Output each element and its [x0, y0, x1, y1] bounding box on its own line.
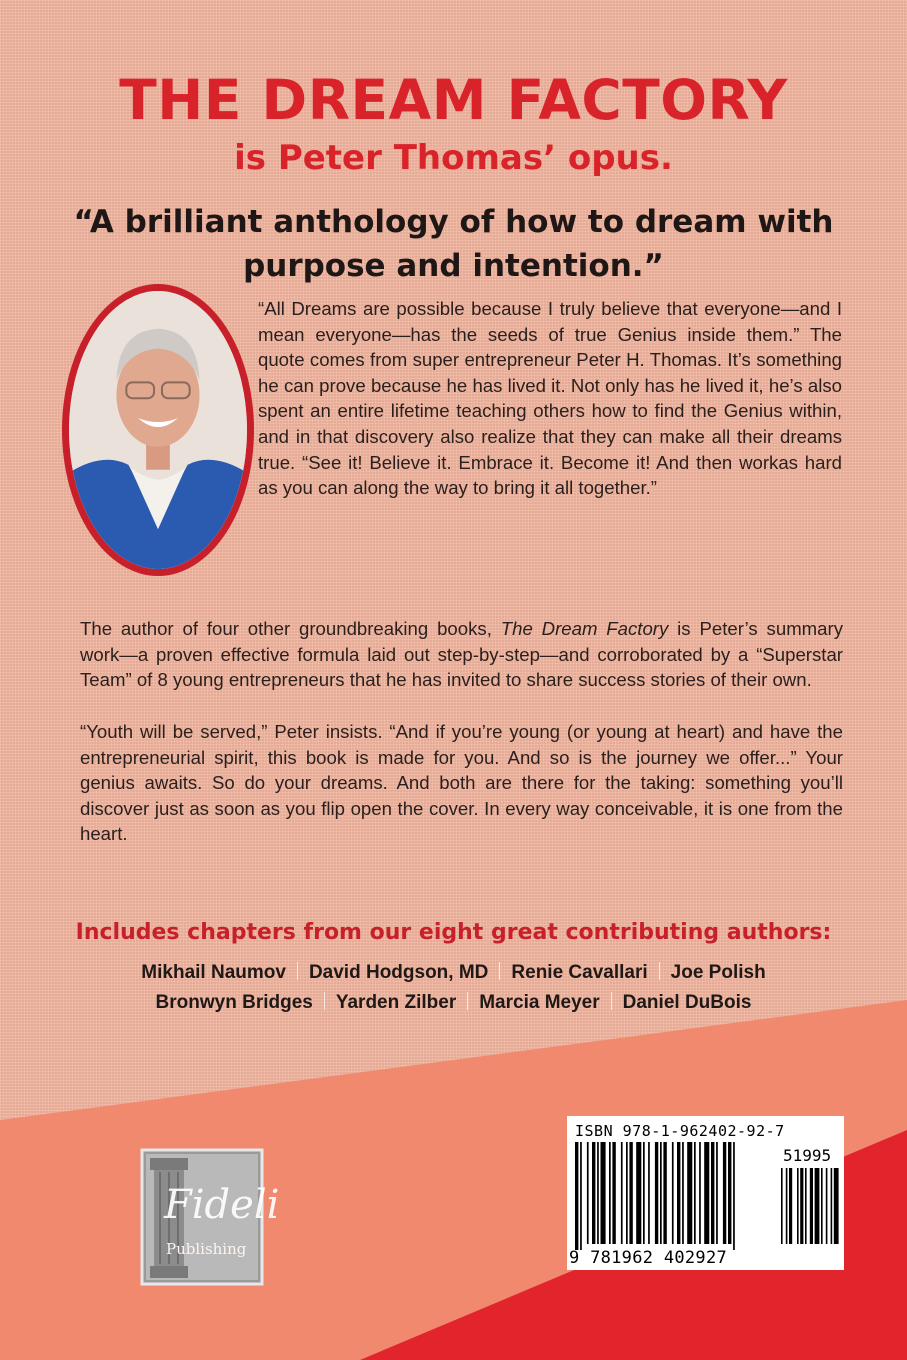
barcode-bar [601, 1142, 606, 1244]
pull-quote: “A brilliant anthology of how to dream with purpose and intention.” [73, 204, 834, 284]
author-name: Mikhail Naumov [141, 962, 286, 983]
barcode-bar [723, 1142, 726, 1244]
authors-row-2 [0, 992, 907, 1014]
p2-book-title: The Dream Factory [500, 618, 669, 639]
barcode-bar [575, 1142, 578, 1250]
barcode-bar [629, 1142, 632, 1244]
barcode-bar [663, 1142, 666, 1244]
publisher-name: Fideli [164, 1182, 280, 1228]
barcode-bar [612, 1142, 615, 1244]
author-name: David Hodgson, MD [308, 962, 489, 983]
barcode-bar [682, 1142, 684, 1244]
authors-row-1 [0, 962, 907, 984]
barcode-bar [800, 1168, 803, 1244]
book-title: THE DREAM FACTORY [119, 68, 788, 132]
barcode-bar [834, 1168, 839, 1244]
author-name: Yarden Zilber [335, 992, 457, 1013]
barcode-bar [781, 1168, 783, 1244]
barcode-bar [786, 1168, 788, 1244]
separator [467, 992, 468, 1010]
barcode-bar [694, 1142, 696, 1244]
author-name: Renie Cavallari [511, 962, 648, 983]
barcode-bar [716, 1142, 718, 1244]
barcode-bar [677, 1142, 680, 1244]
publisher-sub: Publishing [166, 1240, 247, 1258]
barcode-bar [672, 1142, 674, 1244]
separator [611, 992, 612, 1010]
p2-text-after: is Peter’s summary work—a proven effective formula laid out step-by-step—and corroborated by a “Superstar Team” of 8 young entrepreneurs that he has invited to share success stories of their own. [80, 618, 844, 691]
barcode-bar [797, 1168, 799, 1244]
separator [297, 962, 298, 980]
book-subtitle: is Peter Thomas’ opus. [234, 138, 673, 178]
barcode-bar [636, 1142, 641, 1244]
isbn-text: ISBN 978-1-962402-92-7 [575, 1122, 785, 1140]
barcode-bar [660, 1142, 662, 1244]
barcode-bar [592, 1142, 595, 1244]
author-name: Marcia Meyer [479, 992, 600, 1013]
p2-text-before: The author of four other groundbreaking books, [80, 618, 501, 639]
body-paragraph-1: “All Dreams are possible because I truly believe that everyone—and I mean everyone—has the seeds of true Genius inside them.” The quote comes from super entrepreneur Peter H. Thomas. It’s something he can prove because he has lived it. Not only has he lived it, he’s also spent an entire lifetime teaching others how to find the Genius within, and in that discovery also realize that they can make all their dreams true. “See it! Believe it. Embrace it. Become it! And then workas hard as you can along the way to bring it all together.” [258, 298, 842, 499]
barcode-bar [821, 1168, 823, 1244]
barcode-bar [609, 1142, 611, 1244]
barcode-bar [655, 1142, 658, 1244]
author-photo [62, 284, 254, 576]
barcode-bar [805, 1168, 807, 1244]
barcode-bar [704, 1142, 709, 1244]
author-name: Bronwyn Bridges [155, 992, 313, 1013]
barcode-bar [626, 1142, 628, 1244]
separator [324, 992, 325, 1010]
ean-digits: 9 781962 402927 [569, 1248, 728, 1268]
barcode-bar [826, 1168, 828, 1244]
barcode-bar [587, 1142, 589, 1244]
authors-heading: Includes chapters from our eight great contributing authors: [75, 920, 832, 945]
barcode-bar [728, 1142, 731, 1244]
barcode-bar [699, 1142, 701, 1244]
author-name: Daniel DuBois [622, 992, 752, 1013]
barcode-bar [789, 1168, 792, 1244]
isbn-barcode [567, 1116, 844, 1270]
barcode-bar [810, 1168, 813, 1244]
barcode-bar [815, 1168, 820, 1244]
barcode-bar [831, 1168, 833, 1244]
body-paragraph-2 [80, 616, 843, 693]
barcode-bar [597, 1142, 599, 1244]
barcode-bar [580, 1142, 582, 1250]
barcode-bar [648, 1142, 650, 1244]
publisher-logo [140, 1148, 280, 1286]
separator [659, 962, 660, 980]
barcode-bar [621, 1142, 623, 1244]
barcode-bar [711, 1142, 714, 1244]
separator [499, 962, 500, 980]
body-paragraph-3: “Youth will be served,” Peter insists. “And if you’re young (or young at heart) and have the entrepreneurial spirit, this book is made for you. And so is the journey we offer...” Your genius awaits. So do your dreams. And both are there for the taking: something you’ll discover just as soon as you flip open the cover. In every way conceivable, it is one from the heart. [80, 721, 843, 845]
author-name: Joe Polish [670, 962, 766, 983]
price-code: 51995 [783, 1146, 832, 1165]
barcode-bar [643, 1142, 645, 1244]
barcode-bar [687, 1142, 692, 1244]
barcode-bar [733, 1142, 735, 1250]
